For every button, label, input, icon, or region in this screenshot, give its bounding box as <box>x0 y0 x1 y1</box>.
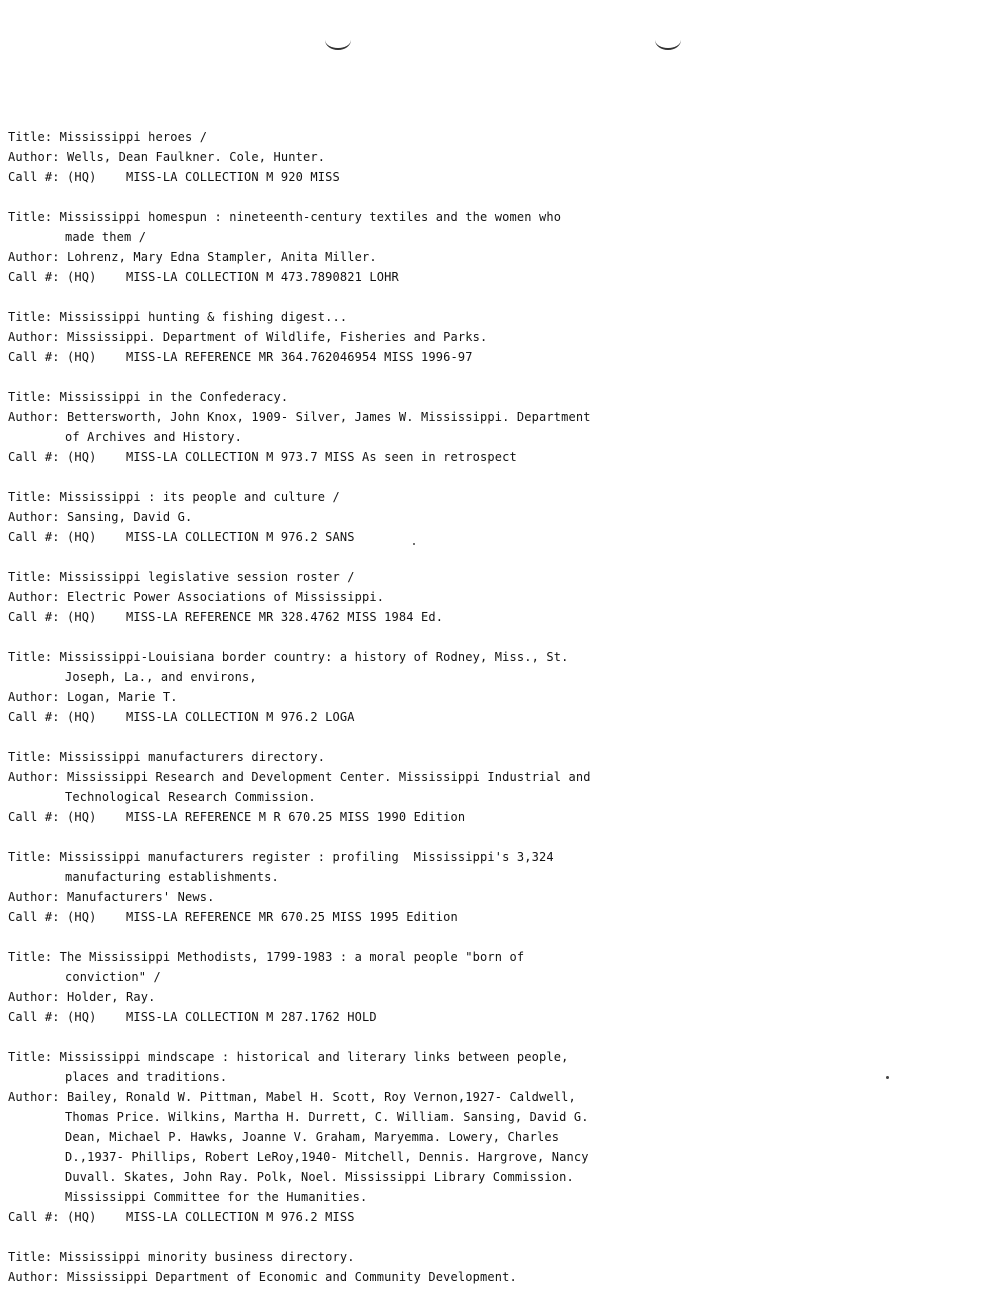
entry-author-line <box>8 407 978 427</box>
call-number-label: Call #: <box>8 350 67 364</box>
entry-author-line <box>8 427 978 447</box>
entry-call-number-line <box>8 167 978 187</box>
call-number-label: Call #: <box>8 450 67 464</box>
title-value: conviction" / <box>65 970 161 984</box>
title-label: Title: <box>8 130 60 144</box>
catalog-entry <box>8 947 978 1027</box>
title-value: Mississippi manufacturers directory. <box>59 750 326 764</box>
entry-title-line <box>8 747 978 767</box>
title-value: Mississippi-Louisiana border country: a history of Rodney, Miss., St. <box>59 650 569 664</box>
entry-author-line <box>8 1107 978 1127</box>
catalog-entry <box>8 747 978 827</box>
catalog-entry <box>8 647 978 727</box>
title-label: Title: <box>8 310 60 324</box>
catalog-entry <box>8 127 978 187</box>
call-number-value: (HQ) MISS-LA REFERENCE MR 328.4762 MISS 1984 Ed. <box>67 610 444 624</box>
entry-title-line <box>8 127 978 147</box>
entry-author-line <box>8 327 978 347</box>
entry-author-line <box>8 247 978 267</box>
title-value: Mississippi heroes / <box>59 130 208 144</box>
entry-call-number-line <box>8 907 978 927</box>
title-label: Title: <box>8 650 60 664</box>
title-value: Mississippi minority business directory. <box>59 1250 355 1264</box>
entry-call-number-line <box>8 1207 978 1227</box>
author-label: Author: <box>8 510 67 524</box>
entry-author-line <box>8 767 978 787</box>
author-value: Sansing, David G. <box>67 510 193 524</box>
entry-title-line <box>8 1047 978 1067</box>
entry-title-line <box>8 947 978 967</box>
catalog-entry <box>8 487 978 547</box>
entry-title-line <box>8 307 978 327</box>
title-label: Title: <box>8 850 60 864</box>
author-label: Author: <box>8 770 67 784</box>
entry-author-line <box>8 587 978 607</box>
entry-title-line <box>8 1247 978 1267</box>
author-label: Author: <box>8 1090 67 1104</box>
author-value: Lohrenz, Mary Edna Stampler, Anita Miller. <box>67 250 377 264</box>
title-value: Joseph, La., and environs, <box>65 670 257 684</box>
call-number-value: (HQ) MISS-LA COLLECTION M 287.1762 HOLD <box>67 1010 377 1024</box>
entry-call-number-line <box>8 1007 978 1027</box>
author-value: Mississippi. Department of Wildlife, Fisheries and Parks. <box>67 330 488 344</box>
entry-author-line <box>8 147 978 167</box>
call-number-label: Call #: <box>8 270 67 284</box>
title-value: The Mississippi Methodists, 1799-1983 : a moral people "born of <box>59 950 525 964</box>
author-label: Author: <box>8 250 67 264</box>
call-number-value: (HQ) MISS-LA COLLECTION M 920 MISS <box>67 170 340 184</box>
title-value: made them / <box>65 230 147 244</box>
author-value: Mississippi Committee for the Humanities. <box>65 1190 368 1204</box>
author-value: Logan, Marie T. <box>67 690 178 704</box>
call-number-label: Call #: <box>8 1010 67 1024</box>
author-label: Author: <box>8 330 67 344</box>
catalog-entry-list <box>8 127 978 1307</box>
entry-call-number-line <box>8 607 978 627</box>
author-value: Thomas Price. Wilkins, Martha H. Durrett, C. William. Sansing, David G. <box>65 1110 589 1124</box>
entry-title-line <box>8 567 978 587</box>
title-value: Mississippi manufacturers register : profiling Mississippi's 3,324 <box>59 850 554 864</box>
entry-title-line <box>8 387 978 407</box>
entry-title-line <box>8 867 978 887</box>
author-value: Technological Research Commission. <box>65 790 316 804</box>
author-label: Author: <box>8 990 67 1004</box>
call-number-label: Call #: <box>8 610 67 624</box>
entry-title-line <box>8 207 978 227</box>
call-number-value: (HQ) MISS-LA COLLECTION M 473.7890821 LOHR <box>67 270 399 284</box>
title-value: Mississippi mindscape : historical and literary links between people, <box>59 1050 569 1064</box>
entry-title-line <box>8 847 978 867</box>
entry-call-number-line <box>8 527 978 547</box>
call-number-value: (HQ) MISS-LA COLLECTION M 976.2 SANS <box>67 530 355 544</box>
call-number-label: Call #: <box>8 710 67 724</box>
title-value: places and traditions. <box>65 1070 228 1084</box>
title-label: Title: <box>8 390 60 404</box>
entry-call-number-line <box>8 347 978 367</box>
punch-hole-mark-right <box>655 30 681 50</box>
title-value: Mississippi homespun : nineteenth-century textiles and the women who <box>59 210 562 224</box>
author-label: Author: <box>8 890 67 904</box>
author-value: Holder, Ray. <box>67 990 156 1004</box>
author-label: Author: <box>8 150 67 164</box>
entry-author-line <box>8 1127 978 1147</box>
catalog-entry <box>8 387 978 467</box>
call-number-value: (HQ) MISS-LA COLLECTION M 973.7 MISS As seen in retrospect <box>67 450 517 464</box>
entry-author-line <box>8 507 978 527</box>
entry-call-number-line <box>8 707 978 727</box>
entry-author-line <box>8 787 978 807</box>
author-value: Mississippi Research and Development Center. Mississippi Industrial and <box>67 770 591 784</box>
call-number-label: Call #: <box>8 910 67 924</box>
entry-title-line <box>8 647 978 667</box>
entry-title-line <box>8 967 978 987</box>
catalog-entry <box>8 1047 978 1227</box>
call-number-label: Call #: <box>8 170 67 184</box>
author-label: Author: <box>8 410 67 424</box>
title-label: Title: <box>8 1050 60 1064</box>
title-label: Title: <box>8 950 60 964</box>
author-value: Bailey, Ronald W. Pittman, Mabel H. Scott, Roy Vernon,1927- Caldwell, <box>67 1090 576 1104</box>
author-label: Author: <box>8 1270 67 1284</box>
title-value: Mississippi : its people and culture / <box>59 490 340 504</box>
call-number-label: Call #: <box>8 530 67 544</box>
author-value: Dean, Michael P. Hawks, Joanne V. Graham, Maryemma. Lowery, Charles <box>65 1130 560 1144</box>
author-value: Bettersworth, John Knox, 1909- Silver, James W. Mississippi. Department <box>67 410 591 424</box>
entry-title-line <box>8 227 978 247</box>
entry-author-line <box>8 1267 978 1287</box>
entry-call-number-line <box>8 267 978 287</box>
title-label: Title: <box>8 570 60 584</box>
catalog-entry <box>8 307 978 367</box>
entry-author-line <box>8 1167 978 1187</box>
author-label: Author: <box>8 590 67 604</box>
author-value: D.,1937- Phillips, Robert LeRoy,1940- Mitchell, Dennis. Hargrove, Nancy <box>65 1150 589 1164</box>
author-value: Electric Power Associations of Mississippi. <box>67 590 385 604</box>
call-number-value: (HQ) MISS-LA COLLECTION M 976.2 LOGA <box>67 710 355 724</box>
call-number-label: Call #: <box>8 1210 67 1224</box>
entry-author-line <box>8 1087 978 1107</box>
entry-title-line <box>8 1067 978 1087</box>
author-value: of Archives and History. <box>65 430 242 444</box>
call-number-value: (HQ) MISS-LA COLLECTION M 976.2 MISS <box>67 1210 355 1224</box>
title-value: Mississippi legislative session roster / <box>59 570 355 584</box>
title-value: Mississippi in the Confederacy. <box>59 390 289 404</box>
title-label: Title: <box>8 490 60 504</box>
call-number-label: Call #: <box>8 810 67 824</box>
author-value: Mississippi Department of Economic and Community Development. <box>67 1270 517 1284</box>
entry-title-line <box>8 667 978 687</box>
entry-call-number-line <box>8 447 978 467</box>
author-label: Author: <box>8 690 67 704</box>
title-label: Title: <box>8 750 60 764</box>
title-label: Title: <box>8 1250 60 1264</box>
entry-author-line <box>8 887 978 907</box>
entry-title-line <box>8 487 978 507</box>
entry-author-line <box>8 1147 978 1167</box>
punch-hole-mark-left <box>325 30 351 50</box>
call-number-value: (HQ) MISS-LA REFERENCE MR 364.762046954 MISS 1996-97 <box>67 350 473 364</box>
call-number-value: (HQ) MISS-LA REFERENCE M R 670.25 MISS 1990 Edition <box>67 810 466 824</box>
entry-author-line <box>8 987 978 1007</box>
call-number-value: (HQ) MISS-LA REFERENCE MR 670.25 MISS 1995 Edition <box>67 910 458 924</box>
entry-author-line <box>8 1187 978 1207</box>
title-value: Mississippi hunting & fishing digest... <box>59 310 348 324</box>
entry-author-line <box>8 687 978 707</box>
entry-call-number-line <box>8 807 978 827</box>
catalog-entry <box>8 567 978 627</box>
catalog-entry <box>8 207 978 287</box>
author-value: Manufacturers' News. <box>67 890 215 904</box>
catalog-entry <box>8 1247 978 1287</box>
title-value: manufacturing establishments. <box>65 870 279 884</box>
catalog-entry <box>8 847 978 927</box>
author-value: Duvall. Skates, John Ray. Polk, Noel. Mississippi Library Commission. <box>65 1170 574 1184</box>
author-value: Wells, Dean Faulkner. Cole, Hunter. <box>67 150 326 164</box>
title-label: Title: <box>8 210 60 224</box>
